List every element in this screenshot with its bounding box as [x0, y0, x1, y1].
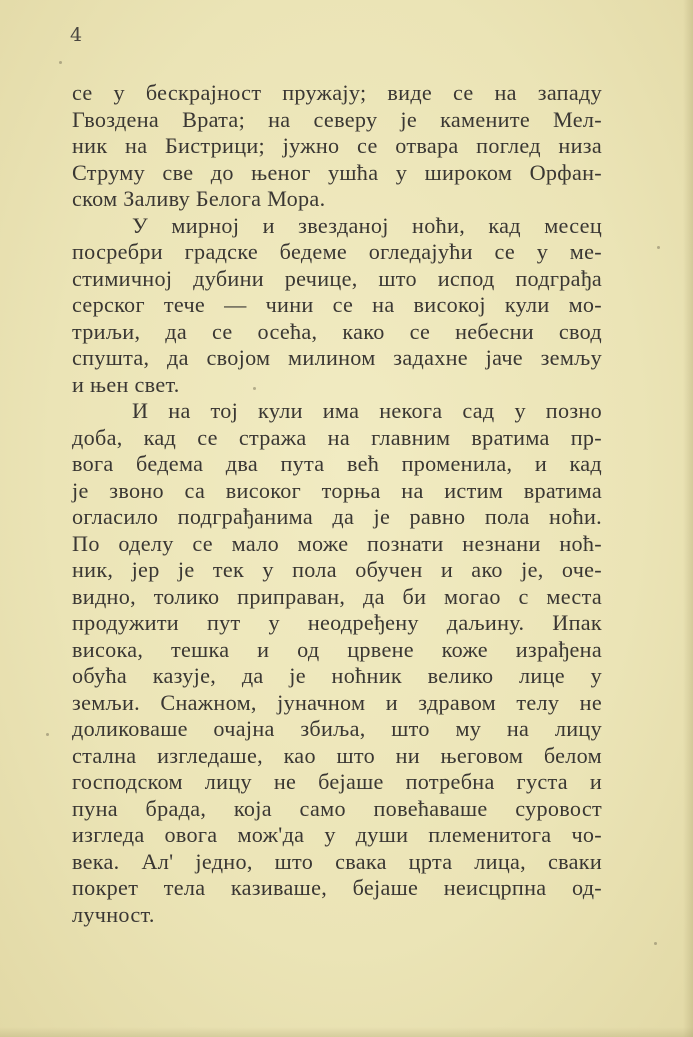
text-line: висока, тешка и од црвене коже израђена: [72, 636, 602, 662]
text-line: Гвоздена Врата; на северу је камените Мел-: [72, 106, 602, 132]
body-text: [72, 80, 602, 928]
text-line: посребри градске бедеме огледајући се у ме-: [72, 239, 602, 264]
text-line: доба, кад се стража на главним вратима пр-: [72, 424, 602, 450]
text-line: изгледа овога мож'да у души племенитога чо-: [72, 822, 602, 847]
text-line: доликоваше очајна збиља, што му на лицу: [72, 716, 602, 741]
page-bottom-shadow: [0, 1027, 693, 1037]
text-line: У мирној и звезданој ноћи, кад месец: [132, 212, 602, 238]
text-line: стимичној дубини речице, што испод подграђа: [72, 265, 602, 291]
text-line: Струму све до њеног ушћа у широком Орфан-: [72, 159, 602, 185]
paper-speck: [654, 942, 657, 945]
text-line: ник, јер је тек у пола обучен и ако је, оче-: [72, 557, 602, 582]
text-line: вога бедема два пута већ променила, и кад: [72, 451, 602, 476]
paper-speck: [657, 246, 660, 249]
text-line: серског тече — чини се на високој кули мо-: [72, 292, 602, 317]
text-line: стална изгледаше, као што ни његовом белом: [72, 742, 602, 768]
text-line: огласило подграђанима да је равно пола ноћи.: [72, 504, 602, 529]
text-line: се у бескрајност пружају; виде се на западу: [72, 80, 602, 105]
text-line: видно, толико приправан, да би могао с места: [72, 583, 602, 609]
text-line: пуна брада, која само повећаваше суровост: [72, 795, 602, 821]
text-line: И на тој кули има некога сад у позно: [132, 398, 602, 423]
paper-speck: [46, 733, 49, 736]
text-line: спушта, да својом милином задахне јаче земљу: [72, 345, 602, 370]
text-line: лучност.: [72, 901, 155, 927]
paper-speck: [59, 61, 62, 64]
text-line: земљи. Снажном, јуначном и здравом телу не: [72, 689, 602, 715]
text-line: ском Заливу Белога Мора.: [72, 186, 326, 211]
page-edge-shadow: [683, 0, 693, 1037]
text-line: и њен свет.: [72, 371, 180, 397]
text-line: По оделу се мало може познати незнани ноћ-: [72, 530, 602, 556]
text-line: ник на Бистрици; јужно се отвара поглед низа: [72, 133, 602, 158]
text-line: обућа казује, да је ноћник велико лице у: [72, 663, 602, 688]
page-number: 4: [70, 24, 83, 46]
text-line: је звоно са високог торња на истим вратима: [72, 477, 602, 503]
text-line: покрет тела казиваше, бејаше неисцрпна од-: [72, 875, 602, 900]
text-line: триљи, да се осећа, како се небесни свод: [72, 318, 602, 344]
text-line: продужити пут у неодређену даљину. Ипак: [72, 610, 602, 635]
text-line: века. Ал' једно, што свака црта лица, сваки: [72, 848, 602, 874]
text-line: господском лицу не бејаше потребна густа и: [72, 769, 602, 794]
